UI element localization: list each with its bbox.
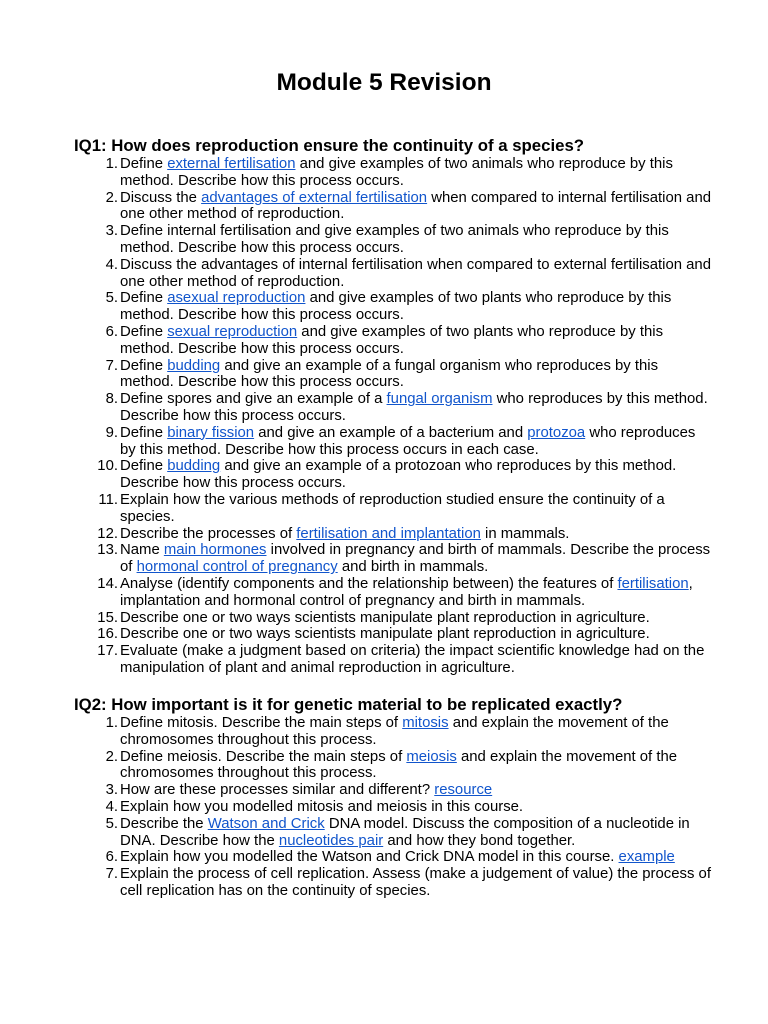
question-text: Name [120,542,164,559]
question-list [74,715,714,900]
question-text: Discuss the [120,189,202,206]
resource-link[interactable]: example [618,849,675,866]
question-number: 7. [105,866,118,883]
question-text: Analyse (identify components and the relationship between) the features of [120,575,618,592]
question-text: and explain the movement of the chromosomes throughout this process. [120,748,678,782]
question-text: Describe the [120,815,208,832]
question-text: when compared to internal fertilisation and one other method of reproduction. [120,189,712,223]
resource-link[interactable]: fungal organism [386,391,493,408]
question-text: Define mitosis. Describe the main steps of [120,715,403,731]
question-number: 2. [105,748,118,765]
question-text: Discuss the advantages of internal fertilisation when compared to external fertilisation and one other method of reproduction. [120,256,711,290]
resource-link[interactable]: fertilisation and implantation [296,525,481,542]
question-item [74,290,714,324]
question-text: Describe one or two ways scientists manipulate plant reproduction in agriculture. [120,609,650,626]
resource-link[interactable]: Watson and Crick [207,815,325,832]
question-item [74,576,714,610]
question-text: and how they bond together. [383,832,576,849]
question-number: 13. [97,542,118,559]
question-text: Explain how you modelled mitosis and meiosis in this course. [120,798,524,815]
question-text: Define internal fertilisation and give examples of two animals who reproduce by this method. Describe how this process occurs. [120,223,669,256]
resource-link[interactable]: budding [167,357,221,374]
question-number: 10. [97,458,118,475]
question-item [74,324,714,358]
question-item [74,492,714,526]
question-text: How are these processes similar and different? [120,782,435,799]
question-text: Explain how you modelled the Watson and Crick DNA model in this course. [120,849,619,866]
question-number: 1. [105,156,118,172]
question-text: , implantation and hormonal control of pregnancy and birth in mammals. [120,575,693,609]
question-item [74,643,714,677]
resource-link[interactable]: meiosis [406,748,457,765]
question-item [74,391,714,425]
question-item [74,866,714,900]
question-number: 6. [105,323,118,340]
question-text: Explain how the various methods of reproduction studied ensure the continuity of a species. [120,491,665,525]
question-number: 12. [97,525,118,542]
question-number: 11. [98,491,118,508]
resource-link[interactable]: nucleotides pair [278,832,384,849]
question-text: Evaluate (make a judgment based on criteria) the impact scientific knowledge had on the manipulation of plant and animal reproduction in agriculture. [120,643,705,676]
question-text: and give an example of a bacterium and [254,424,528,441]
question-item [74,458,714,492]
question-number: 8. [105,391,118,408]
resource-link[interactable]: protozoa [527,424,586,441]
question-number: 16. [97,626,118,643]
question-number: 15. [97,609,118,626]
question-number: 7. [105,357,118,374]
question-text: and give an example of a fungal organism who reproduces by this method. Describe how this process occurs. [120,357,659,391]
question-number: 1. [105,715,118,731]
question-text: Define [120,290,168,307]
page-title: Module 5 Revision [276,69,492,96]
resource-link[interactable]: sexual reproduction [167,323,298,340]
section-heading: IQ2: How important is it for genetic material to be replicated exactly? [74,695,623,714]
question-number: 3. [105,782,118,799]
resource-link[interactable]: budding [167,458,221,475]
question-item [74,610,714,627]
question-text: involved in pregnancy and birth of mammals. Describe the process of [120,542,711,576]
question-text: and birth in mammals. [337,559,489,576]
question-text: and give examples of two plants who reproduce by this method. Describe how this process occurs. [120,323,664,357]
resource-link[interactable]: asexual reproduction [167,290,306,307]
question-item [74,715,714,749]
question-text: DNA model. Discuss the composition of a nucleotide in DNA. Describe how the [120,815,690,849]
resource-link[interactable]: fertilisation [617,575,689,592]
question-text: Describe one or two ways scientists manipulate plant reproduction in agriculture. [120,626,650,643]
resource-link[interactable]: external fertilisation [167,156,296,172]
question-item [74,223,714,257]
question-number: 4. [105,798,118,815]
question-text: who reproduces by this method. Describe how this process occurs in each case. [120,424,696,458]
question-number: 5. [105,815,118,832]
question-list [74,156,714,677]
section-iq1 [74,136,714,677]
question-number: 4. [105,256,118,273]
question-text: Describe the processes of [120,525,297,542]
question-item [74,626,714,643]
question-number: 3. [105,223,118,240]
question-text: and give examples of two animals who reproduce by this method. Describe how this process occurs. [120,156,673,189]
section-iq2 [74,695,714,900]
question-text: Define meiosis. Describe the main steps of [120,748,407,765]
question-text: Define [120,458,168,475]
question-number: 6. [105,849,118,866]
question-item [74,749,714,783]
section-heading: IQ1: How does reproduction ensure the continuity of a species? [74,136,585,155]
question-text: Define [120,323,168,340]
resource-link[interactable]: main hormones [163,542,267,559]
question-item [74,358,714,392]
question-item [74,156,714,190]
question-item [74,526,714,543]
question-item [74,816,714,850]
question-text: Define [120,357,168,374]
question-text: and give examples of two plants who reproduce by this method. Describe how this process occurs. [120,290,672,324]
question-item [74,799,714,816]
question-text: Explain the process of cell replication. Assess (make a judgement of value) the process of cell replication has on the continuity of species. [120,866,711,899]
question-text: Define [120,156,168,172]
question-item [74,190,714,224]
resource-link[interactable]: resource [434,782,493,799]
question-item [74,782,714,799]
question-text: and explain the movement of the chromosomes throughout this process. [120,715,669,748]
question-number: 2. [105,189,118,206]
question-text: in mammals. [480,525,570,542]
question-item [74,425,714,459]
resource-link[interactable]: binary fission [167,424,255,441]
resource-link[interactable]: hormonal control of pregnancy [136,559,338,576]
question-text: Define spores and give an example of a [120,391,387,408]
question-item [74,542,714,576]
question-text: Define [120,424,168,441]
question-text: and give an example of a protozoan who reproduces by this method. Describe how this process occurs. [120,458,677,492]
question-item [74,257,714,291]
question-number: 9. [105,424,118,441]
resource-link[interactable]: advantages of external fertilisation [201,189,428,206]
question-number: 17. [97,643,118,660]
resource-link[interactable]: mitosis [402,715,449,731]
question-text: who reproduces by this method. Describe how this process occurs. [120,391,708,424]
question-number: 5. [105,290,118,307]
question-number: 14. [97,575,118,592]
question-item [74,849,714,866]
